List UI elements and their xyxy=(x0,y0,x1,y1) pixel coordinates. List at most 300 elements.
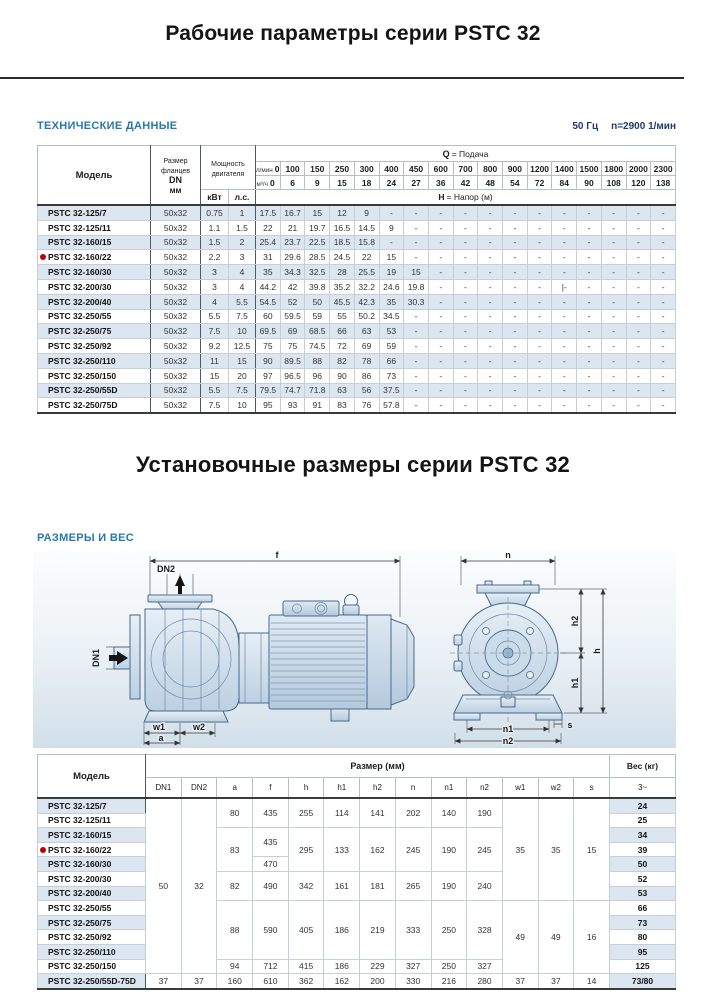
q-value-cell: 90 xyxy=(577,176,602,190)
size-value-cell: 490 xyxy=(253,871,289,900)
size-col-h2: h2 xyxy=(360,778,396,799)
head-value-cell: - xyxy=(527,353,552,368)
size-value-cell: 255 xyxy=(288,798,324,828)
head-value-cell: - xyxy=(478,279,503,294)
size-value-cell: 342 xyxy=(288,871,324,900)
head-value-cell: 57.8 xyxy=(379,398,404,413)
head-value-cell: - xyxy=(527,235,552,250)
model-cell: PSTC 32-250/75D xyxy=(38,398,151,413)
head-value-cell: 69.5 xyxy=(256,324,281,339)
hp-cell: 12.5 xyxy=(229,339,256,354)
head-value-cell: 54.5 xyxy=(256,294,281,309)
model-cell: PSTC 32-160/15 xyxy=(38,235,151,250)
head-value-cell: 88 xyxy=(305,353,330,368)
size-value-cell: 162 xyxy=(360,828,396,872)
model-cell: PSTC 32-125/7 xyxy=(38,205,151,220)
q-value-cell: 24 xyxy=(379,176,404,190)
head-value-cell: - xyxy=(651,265,676,280)
head-value-cell: - xyxy=(428,324,453,339)
weight-cell: 80 xyxy=(610,930,676,945)
head-value-cell: - xyxy=(626,265,651,280)
head-value-cell: - xyxy=(404,309,429,324)
q-value-cell: 42 xyxy=(453,176,478,190)
head-value-cell: - xyxy=(478,398,503,413)
q-value-cell: 900 xyxy=(503,162,528,176)
head-value-cell: - xyxy=(428,339,453,354)
head-value-cell: 42 xyxy=(280,279,305,294)
hp-header: л.с. xyxy=(229,190,256,206)
head-value-cell: - xyxy=(577,383,602,398)
size-value-cell: 94 xyxy=(217,959,253,974)
head-value-cell: 74.7 xyxy=(280,383,305,398)
size-value-cell: 280 xyxy=(467,974,503,989)
head-value-cell: - xyxy=(651,353,676,368)
size-value-cell: 435 xyxy=(253,798,289,828)
head-value-cell: - xyxy=(651,205,676,220)
head-value-cell: |- xyxy=(552,279,577,294)
head-value-cell: 35.2 xyxy=(330,279,355,294)
head-value-cell: - xyxy=(503,353,528,368)
head-value-cell: - xyxy=(453,250,478,265)
size-value-cell: 160 xyxy=(217,974,253,989)
kw-cell: 0.75 xyxy=(201,205,229,220)
head-value-cell: 59 xyxy=(305,309,330,324)
model-cell: PSTC 32-160/15 xyxy=(38,828,146,843)
q-value-cell: 150 xyxy=(305,162,330,176)
size-value-cell: 470 xyxy=(253,857,289,872)
size-col-f: f xyxy=(253,778,289,799)
head-value-cell: 14.5 xyxy=(354,220,379,235)
model-cell: PSTC 32-250/150 xyxy=(38,368,151,383)
kw-cell: 1.5 xyxy=(201,235,229,250)
size-value-cell: 32 xyxy=(181,798,217,974)
head-value-cell: - xyxy=(404,205,429,220)
head-value-cell: - xyxy=(651,235,676,250)
head-value-cell: 71.8 xyxy=(305,383,330,398)
head-value-cell: - xyxy=(577,353,602,368)
size-value-cell: 415 xyxy=(288,959,324,974)
head-value-cell: 63 xyxy=(354,324,379,339)
head-value-cell: - xyxy=(601,339,626,354)
head-value-cell: - xyxy=(527,339,552,354)
table-row xyxy=(38,205,676,220)
size-value-cell: 37 xyxy=(146,974,182,989)
head-value-cell: - xyxy=(601,353,626,368)
head-value-cell: 76 xyxy=(354,398,379,413)
head-value-cell: 59.5 xyxy=(280,309,305,324)
table-row xyxy=(38,353,676,368)
head-value-cell: 28.5 xyxy=(305,250,330,265)
size-value-cell: 162 xyxy=(324,974,360,989)
head-value-cell: - xyxy=(503,220,528,235)
size-col-s: s xyxy=(574,778,610,799)
q-value-cell: 72 xyxy=(527,176,552,190)
size-value-cell: 190 xyxy=(431,871,467,900)
size-col-h: h xyxy=(288,778,324,799)
head-value-cell: - xyxy=(478,205,503,220)
head-value-cell: - xyxy=(552,309,577,324)
head-value-cell: - xyxy=(527,383,552,398)
head-value-cell: - xyxy=(527,265,552,280)
size-value-cell: 405 xyxy=(288,901,324,959)
head-value-cell: - xyxy=(651,294,676,309)
head-value-cell: - xyxy=(651,368,676,383)
dim-label-h: h xyxy=(592,648,602,654)
head-value-cell: 25.4 xyxy=(256,235,281,250)
size-value-cell: 49 xyxy=(502,901,538,974)
q-value-cell: 300 xyxy=(354,162,379,176)
head-value-cell: - xyxy=(453,220,478,235)
kw-cell: 4 xyxy=(201,294,229,309)
size-value-cell: 712 xyxy=(253,959,289,974)
model-cell: PSTC 32-250/55D xyxy=(38,383,151,398)
table-row xyxy=(38,279,676,294)
model-cell: PSTC 32-160/22 xyxy=(38,250,151,265)
hp-cell: 2 xyxy=(229,235,256,250)
kw-header: кВт xyxy=(201,190,229,206)
kw-cell: 15 xyxy=(201,368,229,383)
head-value-cell: - xyxy=(527,250,552,265)
size-value-cell: 114 xyxy=(324,798,360,828)
size-value-cell: 16 xyxy=(574,901,610,974)
head-value-cell: - xyxy=(503,250,528,265)
q-value-cell: 1400 xyxy=(552,162,577,176)
head-value-cell: - xyxy=(552,220,577,235)
model-cell: PSTC 32-160/30 xyxy=(38,857,146,872)
head-value-cell: 73 xyxy=(379,368,404,383)
q-value-cell: 120 xyxy=(626,176,651,190)
q-unit-label: л/мин xyxy=(256,166,273,174)
size-col-n1: n1 xyxy=(431,778,467,799)
model-cell: PSTC 32-160/30 xyxy=(38,265,151,280)
speed-value: n=2900 1/мин xyxy=(611,121,676,132)
size-value-cell: 14 xyxy=(574,974,610,989)
head-value-cell: - xyxy=(577,309,602,324)
head-value-cell: 32.5 xyxy=(305,265,330,280)
q-value-cell: 450 xyxy=(404,162,429,176)
head-value-cell: 66 xyxy=(330,324,355,339)
head-value-cell: 82 xyxy=(330,353,355,368)
head-value-cell: 45.5 xyxy=(330,294,355,309)
head-value-cell: - xyxy=(601,279,626,294)
head-value-cell: - xyxy=(651,339,676,354)
head-value-cell: 24.6 xyxy=(379,279,404,294)
head-value-cell: 16.5 xyxy=(330,220,355,235)
size-value-cell: 83 xyxy=(217,828,253,872)
head-value-cell: 34.5 xyxy=(379,309,404,324)
head-value-cell: - xyxy=(626,383,651,398)
head-value-cell: 35 xyxy=(379,294,404,309)
head-value-cell: - xyxy=(503,294,528,309)
divider-line xyxy=(0,77,684,79)
q-value-cell: 84 xyxy=(552,176,577,190)
flange-header-line2: фланцев xyxy=(161,168,190,175)
head-value-cell: - xyxy=(577,324,602,339)
model-header: Модель xyxy=(38,755,146,799)
flange-cell: 50x32 xyxy=(151,398,201,413)
head-value-cell: - xyxy=(601,383,626,398)
head-value-cell: 24.5 xyxy=(330,250,355,265)
head-value-cell: 22 xyxy=(256,220,281,235)
head-value-cell: 68.5 xyxy=(305,324,330,339)
head-value-cell: - xyxy=(651,309,676,324)
flange-cell: 50x32 xyxy=(151,250,201,265)
head-value-cell: 44.2 xyxy=(256,279,281,294)
head-value-cell: - xyxy=(601,309,626,324)
size-value-cell: 190 xyxy=(431,828,467,872)
model-cell: PSTC 32-250/55 xyxy=(38,309,151,324)
model-cell: PSTC 32-250/75 xyxy=(38,324,151,339)
head-value-cell: 86 xyxy=(354,368,379,383)
head-value-cell: - xyxy=(503,235,528,250)
size-value-cell: 35 xyxy=(538,798,574,901)
head-value-cell: - xyxy=(626,294,651,309)
flange-header xyxy=(151,146,201,206)
head-value-cell: - xyxy=(577,265,602,280)
head-value-cell: - xyxy=(601,398,626,413)
size-value-cell: 610 xyxy=(253,974,289,989)
head-value-cell: 90 xyxy=(330,368,355,383)
head-value-cell: 55 xyxy=(330,309,355,324)
dim-label-f: f xyxy=(275,551,279,560)
head-value-cell: - xyxy=(453,368,478,383)
head-value-cell: - xyxy=(503,339,528,354)
head-value-cell: - xyxy=(601,294,626,309)
head-value-cell: 96 xyxy=(305,368,330,383)
head-value-cell: - xyxy=(428,368,453,383)
head-value-cell: 89.5 xyxy=(280,353,305,368)
q-value-cell: 6 xyxy=(280,176,305,190)
head-value-cell: - xyxy=(626,398,651,413)
weight-cell: 53 xyxy=(610,886,676,901)
head-value-cell: - xyxy=(404,235,429,250)
head-value-cell: 83 xyxy=(330,398,355,413)
q-header xyxy=(256,146,676,162)
head-value-cell: 50 xyxy=(305,294,330,309)
head-value-cell: - xyxy=(577,368,602,383)
header-row xyxy=(38,755,676,778)
head-value-cell: 96.5 xyxy=(280,368,305,383)
model-cell: PSTC 32-125/11 xyxy=(38,220,151,235)
tech-data-heading: ТЕХНИЧЕСКИЕ ДАННЫЕ xyxy=(37,120,178,132)
size-value-cell: 327 xyxy=(467,959,503,974)
model-cell: PSTC 32-250/55D-75D xyxy=(38,974,146,989)
kw-cell: 7.5 xyxy=(201,398,229,413)
head-value-cell: - xyxy=(478,339,503,354)
flange-cell: 50x32 xyxy=(151,309,201,324)
size-value-cell: 295 xyxy=(288,828,324,872)
head-value-cell: - xyxy=(626,353,651,368)
head-value-cell: 91 xyxy=(305,398,330,413)
tech-section-header xyxy=(37,120,676,132)
dim-label-n1: n1 xyxy=(502,724,514,734)
head-value-cell: - xyxy=(404,324,429,339)
head-value-cell: - xyxy=(404,339,429,354)
head-value-cell: - xyxy=(552,205,577,220)
head-value-cell: - xyxy=(428,294,453,309)
head-value-cell: 34.3 xyxy=(280,265,305,280)
dimensions-heading: РАЗМЕРЫ И ВЕС xyxy=(37,532,134,544)
size-value-cell: 161 xyxy=(324,871,360,900)
head-value-cell: - xyxy=(601,368,626,383)
head-value-cell: - xyxy=(601,250,626,265)
q-value-cell: 2300 xyxy=(651,162,676,176)
page-title: Рабочие параметры серии PSTC 32 xyxy=(165,22,541,45)
head-value-cell: - xyxy=(453,324,478,339)
head-value-cell: - xyxy=(577,235,602,250)
head-value-cell: - xyxy=(651,324,676,339)
head-value-cell: - xyxy=(503,309,528,324)
hp-cell: 7.5 xyxy=(229,309,256,324)
model-cell: PSTC 32-125/11 xyxy=(38,813,146,828)
size-value-cell: 328 xyxy=(467,901,503,959)
kw-cell: 3 xyxy=(201,265,229,280)
head-value-cell: 12 xyxy=(330,205,355,220)
kw-cell: 5.5 xyxy=(201,383,229,398)
size-value-cell: 250 xyxy=(431,959,467,974)
flange-cell: 50x32 xyxy=(151,220,201,235)
size-value-cell: 245 xyxy=(395,828,431,872)
head-value-cell: - xyxy=(626,235,651,250)
size-col-n2: n2 xyxy=(467,778,503,799)
hp-cell: 1 xyxy=(229,205,256,220)
size-col-w2: w2 xyxy=(538,778,574,799)
dim-label-w2: w2 xyxy=(192,722,206,732)
size-col-n: n xyxy=(395,778,431,799)
weight-cell: 73/80 xyxy=(610,974,676,989)
head-value-cell: - xyxy=(527,309,552,324)
head-value-cell: 15 xyxy=(379,250,404,265)
kw-cell: 1.1 xyxy=(201,220,229,235)
head-value-cell: 23.7 xyxy=(280,235,305,250)
flange-dn-label: DN xyxy=(169,175,182,185)
model-cell: PSTC 32-200/40 xyxy=(38,886,146,901)
hp-cell: 20 xyxy=(229,368,256,383)
size-col-w1: w1 xyxy=(502,778,538,799)
table-row xyxy=(38,250,676,265)
head-value-cell: - xyxy=(404,383,429,398)
size-value-cell: 49 xyxy=(538,901,574,974)
head-value-cell: - xyxy=(651,279,676,294)
table-row xyxy=(38,294,676,309)
head-value-cell: - xyxy=(552,339,577,354)
dimensions-section-header xyxy=(37,528,134,546)
model-cell: PSTC 32-200/30 xyxy=(38,279,151,294)
page-title-2: Установочные размеры серии PSTC 32 xyxy=(136,452,570,477)
head-value-cell: - xyxy=(601,235,626,250)
head-value-cell: - xyxy=(651,250,676,265)
head-value-cell: - xyxy=(478,220,503,235)
head-value-cell: - xyxy=(478,250,503,265)
head-value-cell: - xyxy=(478,383,503,398)
head-value-cell: 30.3 xyxy=(404,294,429,309)
head-value-cell: - xyxy=(527,398,552,413)
table-row xyxy=(38,798,676,813)
head-value-cell: - xyxy=(651,398,676,413)
size-value-cell: 330 xyxy=(395,974,431,989)
q-value-cell: 600 xyxy=(428,162,453,176)
weight-cell: 125 xyxy=(610,959,676,974)
head-value-cell: 52 xyxy=(280,294,305,309)
head-value-cell: - xyxy=(428,398,453,413)
dimensions-table xyxy=(37,754,676,990)
head-value-cell: - xyxy=(428,220,453,235)
head-value-cell: - xyxy=(379,235,404,250)
head-value-cell: 19.8 xyxy=(404,279,429,294)
head-value-cell: 18.5 xyxy=(330,235,355,250)
head-value-cell: - xyxy=(453,235,478,250)
head-value-cell: 69 xyxy=(280,324,305,339)
size-value-cell: 186 xyxy=(324,901,360,959)
head-value-cell: - xyxy=(651,383,676,398)
q-symbol: Q xyxy=(442,148,450,159)
head-value-cell: - xyxy=(626,279,651,294)
size-col-dn1: DN1 xyxy=(146,778,182,799)
size-value-cell: 133 xyxy=(324,828,360,872)
head-value-cell: - xyxy=(626,324,651,339)
size-col-dn2: DN2 xyxy=(181,778,217,799)
size-col-a: a xyxy=(217,778,253,799)
head-value-cell: 16.7 xyxy=(280,205,305,220)
head-value-cell: - xyxy=(428,235,453,250)
flange-cell: 50x32 xyxy=(151,265,201,280)
weight-header: Вес (кг) xyxy=(610,755,676,778)
head-value-cell: - xyxy=(428,250,453,265)
head-value-cell: - xyxy=(626,250,651,265)
table-row xyxy=(38,235,676,250)
head-value-cell: - xyxy=(577,398,602,413)
hp-cell: 10 xyxy=(229,324,256,339)
head-value-cell: - xyxy=(503,324,528,339)
head-value-cell: - xyxy=(527,294,552,309)
hp-cell: 7.5 xyxy=(229,383,256,398)
head-value-cell: 79.5 xyxy=(256,383,281,398)
head-value-cell: - xyxy=(428,383,453,398)
head-value-cell: - xyxy=(626,339,651,354)
head-value-cell: - xyxy=(527,279,552,294)
head-value-cell: 60 xyxy=(256,309,281,324)
weight-cell: 95 xyxy=(610,944,676,959)
q-value-cell: 1800 xyxy=(601,162,626,176)
head-value-cell: - xyxy=(404,398,429,413)
head-value-cell: - xyxy=(453,353,478,368)
dim-label-dn2: DN2 xyxy=(156,564,176,574)
dim-label-dn1: DN1 xyxy=(91,648,101,668)
head-value-cell: - xyxy=(626,220,651,235)
head-value-cell: - xyxy=(552,235,577,250)
head-value-cell: - xyxy=(503,205,528,220)
dim-label-s: s xyxy=(567,720,573,730)
q-value-cell: 700 xyxy=(453,162,478,176)
head-value-cell: - xyxy=(552,383,577,398)
head-value-cell: - xyxy=(552,250,577,265)
head-value-cell: 53 xyxy=(379,324,404,339)
model-cell: PSTC 32-125/7 xyxy=(38,798,146,813)
head-value-cell: - xyxy=(503,398,528,413)
table-row xyxy=(38,339,676,354)
size-value-cell: 216 xyxy=(431,974,467,989)
head-value-cell: 42.3 xyxy=(354,294,379,309)
q-value-cell: 250 xyxy=(330,162,355,176)
size-value-cell: 200 xyxy=(360,974,396,989)
size-value-cell: 265 xyxy=(395,871,431,900)
flange-cell: 50x32 xyxy=(151,324,201,339)
head-value-cell: 75 xyxy=(280,339,305,354)
flange-header-line1: Размер xyxy=(163,158,188,165)
pump-drawings-panel xyxy=(33,551,676,748)
head-value-cell: - xyxy=(552,353,577,368)
table-row xyxy=(38,220,676,235)
